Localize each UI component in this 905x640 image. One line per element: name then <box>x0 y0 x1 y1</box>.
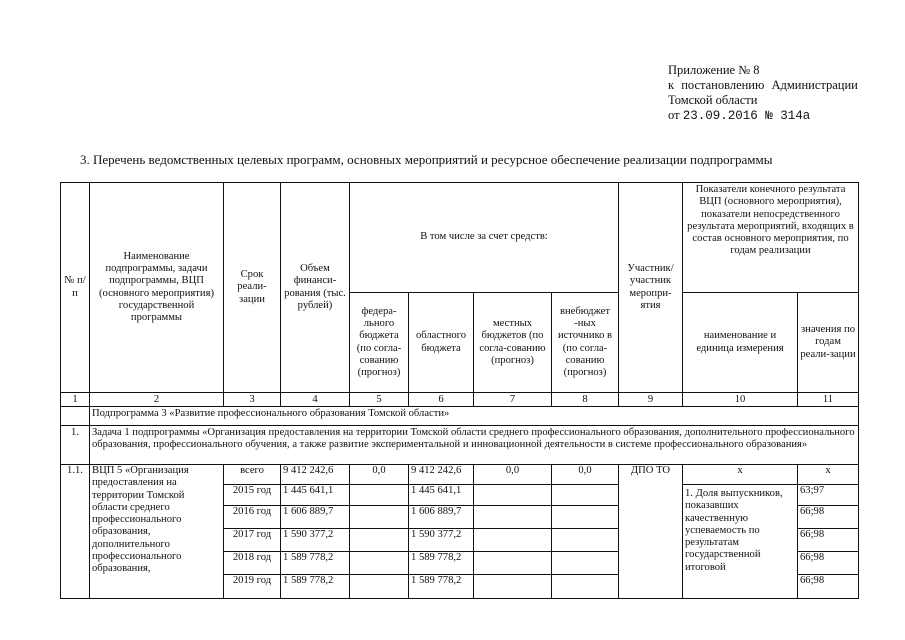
header-extra: внебюджет -ных источнико в (по согла-сованию (прогноз) <box>552 293 619 393</box>
regional-cell: 1 589 778,2 <box>409 552 474 575</box>
indicator-value-cell: 66;98 <box>798 552 859 575</box>
header-participant: Участник/ участник меропри-ятия <box>619 183 683 393</box>
extra-cell: 0,0 <box>552 465 619 485</box>
col-number: 9 <box>619 393 683 407</box>
participant-cell: ДПО ТО <box>619 465 683 599</box>
program-table <box>60 182 859 599</box>
local-cell <box>474 552 552 575</box>
annex-line-4 <box>668 108 858 124</box>
local-cell: 0,0 <box>474 465 552 485</box>
indicator-name-cell: x <box>683 465 798 485</box>
col-number: 3 <box>224 393 281 407</box>
period-cell: всего <box>224 465 281 485</box>
local-cell <box>474 506 552 529</box>
period-cell: 2018 год <box>224 552 281 575</box>
col-number: 1 <box>61 393 90 407</box>
indicator-value-cell: 66;98 <box>798 506 859 529</box>
volume-cell: 1 606 889,7 <box>281 506 350 529</box>
subprogram-title: Подпрограмма 3 «Развитие профессионального образования Томской области» <box>90 407 859 426</box>
period-cell: 2017 год <box>224 529 281 552</box>
col-number: 5 <box>350 393 409 407</box>
federal-cell <box>350 506 409 529</box>
column-numbers-row <box>61 393 859 407</box>
header-name: Наименование подпрограммы, задачи подпрограммы, ВЦП (основного мероприятия) государственной программы <box>90 183 224 393</box>
federal-cell <box>350 552 409 575</box>
table-row <box>61 465 859 485</box>
federal-cell <box>350 529 409 552</box>
annex-date-prefix: от <box>668 108 680 122</box>
task-text: Задача 1 подпрограммы «Организация предоставления на территории Томской области среднего профессионального образования, дополнительного профессионального образования, профессионального обучения, а также развитие экспериментальной и инновационной деятельности в системе профессионального образования» <box>90 426 859 465</box>
header-ind-values: значения по годам реали-зации <box>798 293 859 393</box>
volume-cell: 1 590 377,2 <box>281 529 350 552</box>
local-cell <box>474 529 552 552</box>
col-number: 10 <box>683 393 798 407</box>
local-cell <box>474 575 552 599</box>
federal-cell: 0,0 <box>350 465 409 485</box>
vcp-name: ВЦП 5 «Организация предоставления на территории Томской области среднего профессионального образования, дополнительного профессионального образования, <box>90 465 224 599</box>
regional-cell: 1 590 377,2 <box>409 529 474 552</box>
regional-cell: 1 445 641,1 <box>409 485 474 506</box>
extra-cell <box>552 575 619 599</box>
header-volume: Объем финанси-рования (тыс. рублей) <box>281 183 350 393</box>
extra-cell <box>552 485 619 506</box>
extra-cell <box>552 529 619 552</box>
subprogram-row <box>61 407 859 426</box>
annex-line-3: Томской области <box>668 93 758 107</box>
header-regional: областного бюджета <box>409 293 474 393</box>
regional-cell: 9 412 242,6 <box>409 465 474 485</box>
regional-cell: 1 589 778,2 <box>409 575 474 599</box>
annex-block <box>668 63 858 124</box>
indicator-value-cell: 63;97 <box>798 485 859 506</box>
extra-cell <box>552 552 619 575</box>
volume-cell: 1 589 778,2 <box>281 552 350 575</box>
col-number: 11 <box>798 393 859 407</box>
header-indicators: Показатели конечного результата ВЦП (основного мероприятия), показатели непосредственного результата мероприятий, входящих в состав основного мероприятия, по годам реализации <box>683 183 859 293</box>
col-number: 7 <box>474 393 552 407</box>
period-cell: 2016 год <box>224 506 281 529</box>
header-local: местных бюджетов (по согла-сованию (прогноз) <box>474 293 552 393</box>
local-cell <box>474 485 552 506</box>
header-federal: федера-льного бюджета (по согла-сованию (прогноз) <box>350 293 409 393</box>
period-cell: 2019 год <box>224 575 281 599</box>
regional-cell: 1 606 889,7 <box>409 506 474 529</box>
indicator-value-cell: 66;98 <box>798 529 859 552</box>
indicator-value-cell: 66;98 <box>798 575 859 599</box>
header-row-1 <box>61 183 859 293</box>
volume-cell: 1 589 778,2 <box>281 575 350 599</box>
header-ind-name: наименование и единица измерения <box>683 293 798 393</box>
indicator-value-cell: x <box>798 465 859 485</box>
volume-cell: 1 445 641,1 <box>281 485 350 506</box>
federal-cell <box>350 575 409 599</box>
vcp-num: 1.1. <box>61 465 90 599</box>
col-number: 8 <box>552 393 619 407</box>
annex-date: 23.09.2016 № 314а <box>682 109 811 123</box>
annex-line-1: Приложение № 8 <box>668 63 760 77</box>
annex-line-2: к постановлению Администрации <box>668 78 858 92</box>
header-incl: В том числе за счет средств: <box>350 183 619 293</box>
extra-cell <box>552 506 619 529</box>
federal-cell <box>350 485 409 506</box>
period-cell: 2015 год <box>224 485 281 506</box>
task-row <box>61 426 859 465</box>
indicator-name-cell: 1. Доля выпускников, показавших качественную успеваемость по результатам государственной итоговой <box>683 485 798 599</box>
col-number: 4 <box>281 393 350 407</box>
header-num: № п/п <box>61 183 90 393</box>
volume-cell: 9 412 242,6 <box>281 465 350 485</box>
page-title: 3. Перечень ведомственных целевых программ, основных мероприятий и ресурсное обеспечение реализации подпрограммы <box>80 152 773 167</box>
col-number: 2 <box>90 393 224 407</box>
col-number: 6 <box>409 393 474 407</box>
task-num: 1. <box>61 426 90 465</box>
header-term: Срок реали-зации <box>224 183 281 393</box>
